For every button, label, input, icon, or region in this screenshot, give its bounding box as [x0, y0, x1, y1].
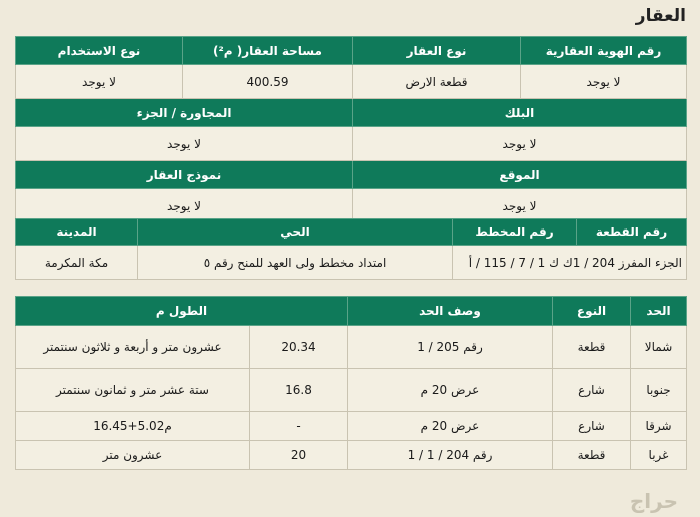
table-row	[16, 326, 687, 369]
table-row	[16, 441, 687, 470]
row-length: 20	[250, 441, 348, 470]
row-length-text: 16.45+5.02م	[16, 412, 250, 441]
plot-table	[15, 218, 687, 280]
row-description: رقم 204 / 1 / 1	[348, 441, 553, 470]
header-plot-number: رقم القطعة	[577, 219, 687, 246]
row-side: شمالا	[631, 326, 687, 369]
header-city: المدينة	[16, 219, 138, 246]
header-usage-type: نوع الاستخدام	[16, 37, 183, 65]
property-table	[15, 36, 687, 223]
value-property-model: لا يوجد	[16, 189, 353, 223]
row-length-text: عشرون متر و أربعة و ثلاثون سنتمتر	[16, 326, 250, 369]
section-title: العقار	[635, 6, 686, 26]
header-side: الحد	[631, 297, 687, 326]
header-property-area: مساحة العقار( م²)	[183, 37, 353, 65]
header-district: الحي	[138, 219, 453, 246]
header-neighborhood-part: المجاورة / الجزء	[16, 99, 353, 127]
header-location: الموقع	[353, 161, 687, 189]
header-property-model: نموذج العقار	[16, 161, 353, 189]
value-neighborhood-part: لا يوجد	[16, 127, 353, 161]
header-property-type: نوع العقار	[353, 37, 521, 65]
header-type: النوع	[553, 297, 631, 326]
value-property-area: 400.59	[183, 65, 353, 99]
row-length: 16.8	[250, 369, 348, 412]
value-usage-type: لا يوجد	[16, 65, 183, 99]
row-type: قطعة	[553, 441, 631, 470]
header-length: الطول م	[16, 297, 348, 326]
row-side: جنوبا	[631, 369, 687, 412]
value-location: لا يوجد	[353, 189, 687, 223]
row-description: عرض 20 م	[348, 369, 553, 412]
value-district: امتداد مخطط ولى العهد للمنح رقم ٥	[138, 246, 453, 280]
header-block: البلك	[353, 99, 687, 127]
row-description: رقم 205 / 1	[348, 326, 553, 369]
table-row	[16, 369, 687, 412]
row-description: عرض 20 م	[348, 412, 553, 441]
table-row	[16, 412, 687, 441]
boundaries-table	[15, 296, 687, 470]
row-length-text: ستة عشر متر و ثمانون سنتمتر	[16, 369, 250, 412]
row-type: شارع	[553, 412, 631, 441]
watermark-logo: حراج	[629, 489, 678, 513]
value-plot-plan-number: الجزء المفرز 204 / 1ك ك 1 / 7 / 115 / أ	[453, 246, 687, 280]
value-property-type: قطعة الارض	[353, 65, 521, 99]
header-description: وصف الحد	[348, 297, 553, 326]
row-length-text: عشرون متر	[16, 441, 250, 470]
row-type: قطعة	[553, 326, 631, 369]
value-property-id: لا يوجد	[521, 65, 687, 99]
row-length: 20.34	[250, 326, 348, 369]
row-type: شارع	[553, 369, 631, 412]
row-side: شرقا	[631, 412, 687, 441]
header-property-id: رقم الهوية العقارية	[521, 37, 687, 65]
value-block: لا يوجد	[353, 127, 687, 161]
row-length: -	[250, 412, 348, 441]
row-side: غربا	[631, 441, 687, 470]
value-city: مكة المكرمة	[16, 246, 138, 280]
header-plan-number: رقم المخطط	[453, 219, 577, 246]
